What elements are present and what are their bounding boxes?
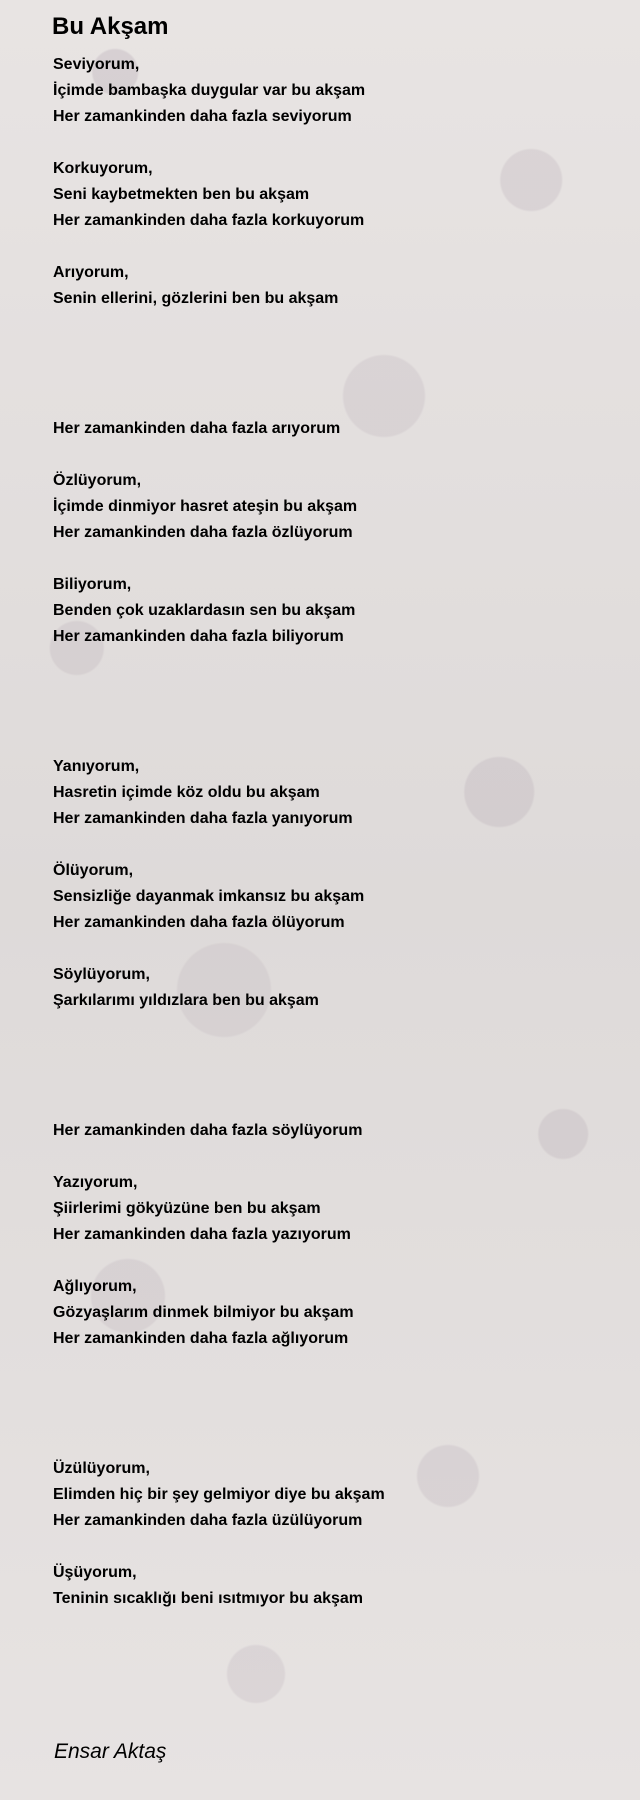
- poem-line: Sensizliğe dayanmak imkansız bu akşam: [53, 888, 365, 905]
- poem-line: Her zamankinden daha fazla yanıyorum: [53, 810, 353, 827]
- poem-line: Senin ellerini, gözlerini ben bu akşam: [53, 290, 339, 307]
- poem-line: Özlüyorum,: [53, 472, 142, 489]
- stanza: [53, 572, 613, 650]
- poem-line: Üşüyorum,: [53, 1564, 137, 1581]
- poem-line: Biliyorum,: [53, 576, 132, 593]
- poem-line: Her zamankinden daha fazla ağlıyorum: [53, 1330, 349, 1347]
- poem-line: Her zamankinden daha fazla korkuyorum: [53, 212, 365, 229]
- stanza: [53, 416, 613, 442]
- poem-line: Gözyaşlarım dinmek bilmiyor bu akşam: [53, 1304, 354, 1321]
- poem-line: Ağlıyorum,: [53, 1278, 137, 1295]
- poem-line: Yanıyorum,: [53, 758, 140, 775]
- stanza: [53, 1118, 613, 1144]
- poem-line: Her zamankinden daha fazla söylüyorum: [53, 1122, 363, 1139]
- poem-line: Elimden hiç bir şey gelmiyor diye bu akşam: [53, 1486, 385, 1503]
- stanza: [53, 754, 613, 832]
- stanza: [53, 156, 613, 234]
- poem-line: Seni kaybetmekten ben bu akşam: [53, 186, 310, 203]
- poem-line: Arıyorum,: [53, 264, 129, 281]
- poem-author: Ensar Aktaş: [54, 1740, 167, 1763]
- poem-line: Her zamankinden daha fazla özlüyorum: [53, 524, 353, 541]
- poem-line: Her zamankinden daha fazla üzülüyorum: [53, 1512, 363, 1529]
- stanza: [53, 1274, 613, 1352]
- poem-line: Hasretin içimde köz oldu bu akşam: [53, 784, 320, 801]
- poem-line: İçimde bambaşka duygular var bu akşam: [53, 82, 366, 99]
- poem-line: Her zamankinden daha fazla yazıyorum: [53, 1226, 351, 1243]
- poem-line: Seviyorum,: [53, 56, 140, 73]
- poem-line: Teninin sıcaklığı beni ısıtmıyor bu akşam: [53, 1590, 364, 1607]
- poem-line: Söylüyorum,: [53, 966, 150, 983]
- poem-line: Ölüyorum,: [53, 862, 134, 879]
- stanza: [53, 468, 613, 546]
- stanza: [53, 52, 613, 130]
- poem-line: İçimde dinmiyor hasret ateşin bu akşam: [53, 498, 358, 515]
- poem-line: Her zamankinden daha fazla arıyorum: [53, 420, 341, 437]
- stanza: [53, 962, 613, 1014]
- poem-line: Her zamankinden daha fazla seviyorum: [53, 108, 352, 125]
- poem-line: Her zamankinden daha fazla biliyorum: [53, 628, 344, 645]
- stanza: [53, 260, 613, 312]
- poem-line: Şarkılarımı yıldızlara ben bu akşam: [53, 992, 319, 1009]
- poem-line: Her zamankinden daha fazla ölüyorum: [53, 914, 345, 931]
- poem-line: Üzülüyorum,: [53, 1460, 150, 1477]
- poem-line: Şiirlerimi gökyüzüne ben bu akşam: [53, 1200, 321, 1217]
- stanza: [53, 1560, 613, 1612]
- stanza: [53, 1170, 613, 1248]
- stanza: [53, 1456, 613, 1534]
- poem-line: Korkuyorum,: [53, 160, 153, 177]
- poem-line: Benden çok uzaklardasın sen bu akşam: [53, 602, 356, 619]
- poem-body: [53, 52, 613, 1638]
- poem-title: Bu Akşam: [52, 13, 169, 40]
- poem-line: Yazıyorum,: [53, 1174, 138, 1191]
- stanza: [53, 858, 613, 936]
